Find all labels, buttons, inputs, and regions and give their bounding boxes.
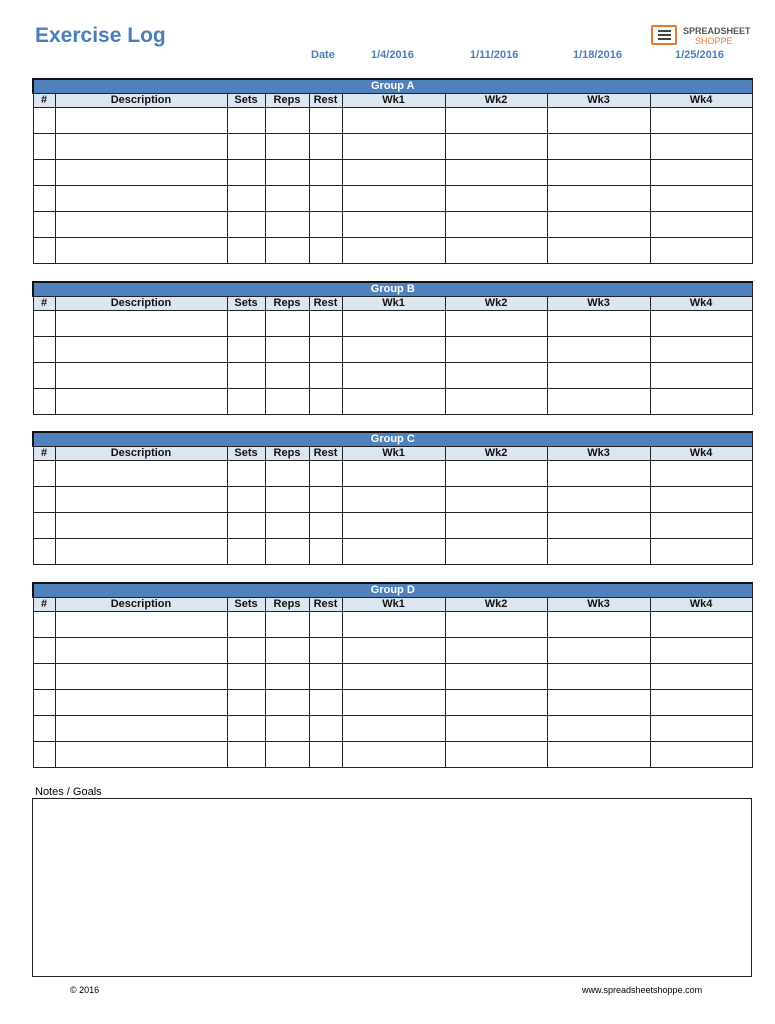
table-cell[interactable] <box>55 363 227 389</box>
table-cell[interactable] <box>33 311 55 337</box>
table-row <box>33 664 752 690</box>
column-header: # <box>33 94 55 108</box>
table-cell[interactable] <box>650 716 752 742</box>
table-cell[interactable] <box>547 311 650 337</box>
table-cell[interactable] <box>33 160 55 186</box>
table-cell[interactable] <box>547 363 650 389</box>
table-row <box>33 337 752 363</box>
group-table <box>32 281 753 415</box>
table-cell[interactable] <box>55 664 227 690</box>
table-cell[interactable] <box>445 612 547 638</box>
table-cell[interactable] <box>309 539 342 565</box>
table-cell[interactable] <box>33 108 55 134</box>
table-cell[interactable] <box>33 238 55 264</box>
table-cell[interactable] <box>547 389 650 415</box>
table-row <box>33 716 752 742</box>
group-title: Group A <box>33 79 752 94</box>
table-cell[interactable] <box>309 461 342 487</box>
column-header: Wk4 <box>650 94 752 108</box>
table-cell[interactable] <box>309 311 342 337</box>
table-cell[interactable] <box>265 134 309 160</box>
table-cell[interactable] <box>55 539 227 565</box>
column-header: Rest <box>309 94 342 108</box>
table-cell[interactable] <box>342 337 445 363</box>
table-row <box>33 513 752 539</box>
table-cell[interactable] <box>650 742 752 768</box>
table-cell[interactable] <box>650 238 752 264</box>
table-cell[interactable] <box>33 513 55 539</box>
column-header: Wk1 <box>342 447 445 461</box>
table-cell[interactable] <box>55 186 227 212</box>
table-cell[interactable] <box>227 487 265 513</box>
table-cell[interactable] <box>33 363 55 389</box>
column-header: Wk1 <box>342 297 445 311</box>
table-cell[interactable] <box>265 612 309 638</box>
table-cell[interactable] <box>445 311 547 337</box>
table-cell[interactable] <box>33 742 55 768</box>
table-cell[interactable] <box>445 212 547 238</box>
table-cell[interactable] <box>342 461 445 487</box>
table-cell[interactable] <box>309 337 342 363</box>
table-cell[interactable] <box>445 638 547 664</box>
column-header: Reps <box>265 94 309 108</box>
column-header: Sets <box>227 598 265 612</box>
table-cell[interactable] <box>547 690 650 716</box>
table-cell[interactable] <box>650 212 752 238</box>
table-cell[interactable] <box>265 337 309 363</box>
table-cell[interactable] <box>55 612 227 638</box>
date-week-4: 1/25/2016 <box>675 49 724 61</box>
table-cell[interactable] <box>445 238 547 264</box>
column-header: Wk2 <box>445 447 547 461</box>
table-cell[interactable] <box>265 389 309 415</box>
column-header: Rest <box>309 598 342 612</box>
table-cell[interactable] <box>342 160 445 186</box>
notes-box[interactable] <box>32 798 752 977</box>
column-header: Wk3 <box>547 598 650 612</box>
table-cell[interactable] <box>445 461 547 487</box>
table-cell[interactable] <box>227 742 265 768</box>
table-cell[interactable] <box>342 664 445 690</box>
table-cell[interactable] <box>265 716 309 742</box>
group-table <box>32 78 753 264</box>
table-cell[interactable] <box>265 212 309 238</box>
table-cell[interactable] <box>650 513 752 539</box>
date-week-1: 1/4/2016 <box>371 49 414 61</box>
table-row <box>33 134 752 160</box>
table-cell[interactable] <box>342 716 445 742</box>
table-cell[interactable] <box>445 108 547 134</box>
table-cell[interactable] <box>33 539 55 565</box>
column-header: Description <box>55 94 227 108</box>
table-cell[interactable] <box>650 539 752 565</box>
table-row <box>33 539 752 565</box>
table-row <box>33 238 752 264</box>
table-row <box>33 212 752 238</box>
column-header: Wk4 <box>650 297 752 311</box>
table-cell[interactable] <box>650 612 752 638</box>
table-cell[interactable] <box>265 363 309 389</box>
table-cell[interactable] <box>445 664 547 690</box>
table-cell[interactable] <box>342 638 445 664</box>
table-cell[interactable] <box>265 461 309 487</box>
table-cell[interactable] <box>265 742 309 768</box>
table-cell[interactable] <box>547 212 650 238</box>
table-cell[interactable] <box>445 539 547 565</box>
column-header: # <box>33 297 55 311</box>
table-cell[interactable] <box>33 612 55 638</box>
column-header: Wk3 <box>547 297 650 311</box>
table-cell[interactable] <box>55 134 227 160</box>
date-week-3: 1/18/2016 <box>573 49 622 61</box>
table-cell[interactable] <box>227 389 265 415</box>
column-header: Description <box>55 447 227 461</box>
column-header: Rest <box>309 447 342 461</box>
table-cell[interactable] <box>265 160 309 186</box>
column-header: Sets <box>227 297 265 311</box>
logo-line-1: SPREADSHEET <box>683 26 751 36</box>
table-cell[interactable] <box>650 461 752 487</box>
table-cell[interactable] <box>265 690 309 716</box>
table-cell[interactable] <box>547 238 650 264</box>
table-cell[interactable] <box>445 513 547 539</box>
table-cell[interactable] <box>309 690 342 716</box>
table-cell[interactable] <box>33 487 55 513</box>
table-cell[interactable] <box>342 539 445 565</box>
table-cell[interactable] <box>445 742 547 768</box>
table-cell[interactable] <box>342 742 445 768</box>
table-cell[interactable] <box>342 108 445 134</box>
table-cell[interactable] <box>33 337 55 363</box>
page-title: Exercise Log <box>35 24 166 47</box>
table-cell[interactable] <box>227 363 265 389</box>
table-row <box>33 612 752 638</box>
table-cell[interactable] <box>342 487 445 513</box>
table-cell[interactable] <box>342 311 445 337</box>
table-cell[interactable] <box>547 108 650 134</box>
copyright: © 2016 <box>70 985 100 995</box>
column-header: Wk1 <box>342 94 445 108</box>
table-row <box>33 186 752 212</box>
table-cell[interactable] <box>547 134 650 160</box>
table-cell[interactable] <box>309 487 342 513</box>
table-row <box>33 487 752 513</box>
table-cell[interactable] <box>547 612 650 638</box>
table-cell[interactable] <box>227 337 265 363</box>
table-row <box>33 363 752 389</box>
table-cell[interactable] <box>55 238 227 264</box>
table-cell[interactable] <box>265 108 309 134</box>
table-row <box>33 690 752 716</box>
column-header: Wk2 <box>445 94 547 108</box>
table-cell[interactable] <box>342 212 445 238</box>
logo-line-2: SHOPPE <box>695 36 733 46</box>
table-cell[interactable] <box>309 186 342 212</box>
table-cell[interactable] <box>227 664 265 690</box>
table-cell[interactable] <box>547 664 650 690</box>
table-cell[interactable] <box>227 513 265 539</box>
column-header: Wk4 <box>650 598 752 612</box>
table-cell[interactable] <box>547 160 650 186</box>
table-cell[interactable] <box>55 160 227 186</box>
table-cell[interactable] <box>650 108 752 134</box>
date-label: Date <box>311 49 335 61</box>
table-cell[interactable] <box>33 716 55 742</box>
table-cell[interactable] <box>227 160 265 186</box>
table-cell[interactable] <box>650 638 752 664</box>
table-cell[interactable] <box>309 212 342 238</box>
table-cell[interactable] <box>265 238 309 264</box>
table-cell[interactable] <box>309 363 342 389</box>
spreadsheet-icon <box>651 25 677 45</box>
table-cell[interactable] <box>55 638 227 664</box>
table-row <box>33 461 752 487</box>
table-cell[interactable] <box>55 716 227 742</box>
column-header: Sets <box>227 447 265 461</box>
table-cell[interactable] <box>342 134 445 160</box>
table-cell[interactable] <box>309 389 342 415</box>
table-cell[interactable] <box>55 461 227 487</box>
table-row <box>33 389 752 415</box>
table-cell[interactable] <box>547 513 650 539</box>
table-cell[interactable] <box>650 664 752 690</box>
website: www.spreadsheetshoppe.com <box>582 985 703 995</box>
table-cell[interactable] <box>55 311 227 337</box>
column-header: Reps <box>265 447 309 461</box>
table-cell[interactable] <box>547 716 650 742</box>
group-title: Group B <box>33 282 752 297</box>
column-header: Reps <box>265 297 309 311</box>
table-row <box>33 311 752 337</box>
table-cell[interactable] <box>445 186 547 212</box>
table-cell[interactable] <box>55 212 227 238</box>
table-cell[interactable] <box>309 238 342 264</box>
table-cell[interactable] <box>342 612 445 638</box>
column-header: Wk3 <box>547 447 650 461</box>
table-cell[interactable] <box>265 513 309 539</box>
table-row <box>33 742 752 768</box>
table-cell[interactable] <box>445 337 547 363</box>
column-header: Wk3 <box>547 94 650 108</box>
table-cell[interactable] <box>227 186 265 212</box>
table-cell[interactable] <box>547 337 650 363</box>
table-cell[interactable] <box>55 487 227 513</box>
group-table <box>32 431 753 565</box>
table-cell[interactable] <box>445 160 547 186</box>
table-cell[interactable] <box>227 461 265 487</box>
table-cell[interactable] <box>227 690 265 716</box>
table-cell[interactable] <box>309 716 342 742</box>
table-cell[interactable] <box>547 487 650 513</box>
column-header: # <box>33 447 55 461</box>
table-cell[interactable] <box>33 389 55 415</box>
table-cell[interactable] <box>309 513 342 539</box>
table-cell[interactable] <box>55 337 227 363</box>
table-cell[interactable] <box>55 108 227 134</box>
table-cell[interactable] <box>342 363 445 389</box>
table-cell[interactable] <box>55 389 227 415</box>
table-cell[interactable] <box>650 487 752 513</box>
column-header: Wk2 <box>445 297 547 311</box>
table-cell[interactable] <box>33 134 55 160</box>
table-cell[interactable] <box>342 389 445 415</box>
table-cell[interactable] <box>227 612 265 638</box>
table-cell[interactable] <box>309 612 342 638</box>
table-cell[interactable] <box>342 690 445 716</box>
table-cell[interactable] <box>33 461 55 487</box>
table-cell[interactable] <box>342 186 445 212</box>
table-cell[interactable] <box>55 690 227 716</box>
table-cell[interactable] <box>342 238 445 264</box>
group-table <box>32 582 753 768</box>
table-cell[interactable] <box>227 311 265 337</box>
table-cell[interactable] <box>309 742 342 768</box>
table-cell[interactable] <box>309 160 342 186</box>
table-cell[interactable] <box>547 186 650 212</box>
table-cell[interactable] <box>650 186 752 212</box>
column-header: Wk1 <box>342 598 445 612</box>
table-cell[interactable] <box>650 389 752 415</box>
column-header: Rest <box>309 297 342 311</box>
table-cell[interactable] <box>55 742 227 768</box>
table-cell[interactable] <box>309 664 342 690</box>
column-header: # <box>33 598 55 612</box>
table-cell[interactable] <box>342 513 445 539</box>
table-cell[interactable] <box>265 638 309 664</box>
column-header: Wk4 <box>650 447 752 461</box>
table-cell[interactable] <box>227 716 265 742</box>
table-cell[interactable] <box>227 638 265 664</box>
table-row <box>33 160 752 186</box>
column-header: Description <box>55 297 227 311</box>
table-cell[interactable] <box>265 539 309 565</box>
table-cell[interactable] <box>227 238 265 264</box>
table-cell[interactable] <box>33 186 55 212</box>
table-cell[interactable] <box>227 108 265 134</box>
table-cell[interactable] <box>265 487 309 513</box>
spreadsheet-shoppe-logo <box>651 25 761 49</box>
table-cell[interactable] <box>309 638 342 664</box>
table-cell[interactable] <box>265 664 309 690</box>
table-row <box>33 108 752 134</box>
group-title: Group D <box>33 583 752 598</box>
table-cell[interactable] <box>309 134 342 160</box>
table-cell[interactable] <box>650 337 752 363</box>
table-cell[interactable] <box>445 716 547 742</box>
table-cell[interactable] <box>33 638 55 664</box>
table-cell[interactable] <box>227 539 265 565</box>
table-cell[interactable] <box>265 311 309 337</box>
table-row <box>33 638 752 664</box>
table-cell[interactable] <box>445 690 547 716</box>
table-cell[interactable] <box>227 134 265 160</box>
table-cell[interactable] <box>650 160 752 186</box>
table-cell[interactable] <box>33 690 55 716</box>
table-cell[interactable] <box>55 513 227 539</box>
table-cell[interactable] <box>650 311 752 337</box>
column-header: Reps <box>265 598 309 612</box>
table-cell[interactable] <box>445 363 547 389</box>
table-cell[interactable] <box>650 690 752 716</box>
table-cell[interactable] <box>547 461 650 487</box>
table-cell[interactable] <box>265 186 309 212</box>
table-cell[interactable] <box>445 487 547 513</box>
column-header: Sets <box>227 94 265 108</box>
table-cell[interactable] <box>309 108 342 134</box>
table-cell[interactable] <box>547 638 650 664</box>
notes-label: Notes / Goals <box>35 786 102 798</box>
table-cell[interactable] <box>547 742 650 768</box>
table-cell[interactable] <box>547 539 650 565</box>
table-cell[interactable] <box>33 212 55 238</box>
group-title: Group C <box>33 432 752 447</box>
table-cell[interactable] <box>227 212 265 238</box>
column-header: Description <box>55 598 227 612</box>
table-cell[interactable] <box>33 664 55 690</box>
table-cell[interactable] <box>650 363 752 389</box>
table-cell[interactable] <box>445 389 547 415</box>
table-cell[interactable] <box>650 134 752 160</box>
table-cell[interactable] <box>445 134 547 160</box>
date-week-2: 1/11/2016 <box>470 49 519 61</box>
column-header: Wk2 <box>445 598 547 612</box>
